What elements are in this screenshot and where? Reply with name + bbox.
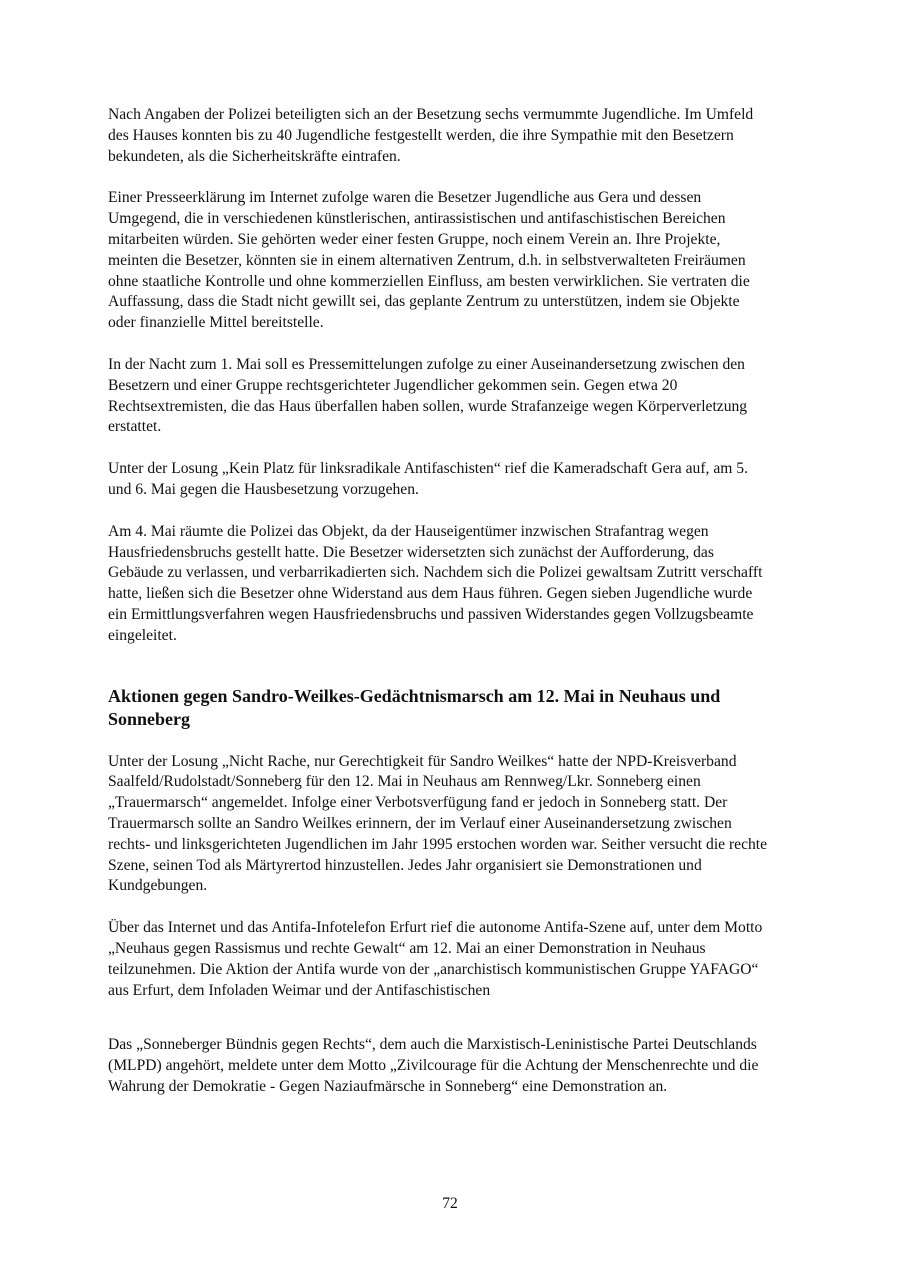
page-number: 72 <box>442 1195 458 1212</box>
paragraph-3: In der Nacht zum 1. Mai soll es Pressemittelungen zufolge zu einer Auseinandersetzung zwischen den Besetzern und einer Gruppe rechtsgerichteter Jugendlicher gekommen sein. Gegen etwa 20 Rechtsextremisten, die das Haus überfallen haben sollen, wurde Strafanzeige wegen Körperverletzung erstattet. <box>108 355 748 436</box>
section-heading: Aktionen gegen Sandro-Weilkes-Gedächtnismarsch am 12. Mai in Neuhaus und Sonneberg <box>108 685 721 729</box>
paragraph-4: Unter der Losung „Kein Platz für linksradikale Antifaschisten“ rief die Kameradschaft Gera auf, am 5. und 6. Mai gegen die Hausbesetzung vorzugehen. <box>108 460 748 498</box>
paragraph-2: Einer Presseerklärung im Internet zufolge waren die Besetzer Jugendliche aus Gera und dessen Umgegend, die in verschiedenen künstlerischen, antirassistischen und antifaschistischen Bereichen mitarbeiten würden. Sie gehörten weder einer festen Gruppe, noch einem Verein an. Ihre Projekte, meinten die Besetzer, könnten sie in einem alternativen Zentrum, d.h. in selbstverwalteten Freiräumen ohne staatliche Kontrolle und ohne kommerziellen Einfluss, am besten verwirklichen. Sie vertraten die Auffassung, dass die Stadt nicht gewillt sei, das geplante Zentrum zu unterstützen, indem sie Objekte oder finanzielle Mittel bereitstelle. <box>108 189 750 332</box>
section-paragraph-1: Unter der Losung „Nicht Rache, nur Gerechtigkeit für Sandro Weilkes“ hatte der NPD-Kreisverband Saalfeld/Rudolstadt/Sonneberg für den 12. Mai in Neuhaus am Rennweg/Lkr. Sonneberg einen „Trauermarsch“ angemeldet. Infolge einer Verbotsverfügung fand er jedoch in Sonneberg statt. Der Trauermarsch sollte an Sandro Weilkes erinnern, der im Verlauf einer Auseinandersetzung zwischen rechts- und linksgerichteten Jugendlichen im Jahr 1995 erstochen worden war. Seither versucht die rechte Szene, seinen Tod als Märtyrertod hinzustellen. Jedes Jahr organisiert sie Demonstrationen und Kundgebungen. <box>108 752 768 895</box>
paragraph-1: Nach Angaben der Polizei beteiligten sich an der Besetzung sechs vermummte Jugendliche. Im Umfeld des Hauses konnten bis zu 40 Jugendliche festgestellt werden, die ihre Sympathie mit den Besetzern bekundeten, als die Sicherheitskräfte eintrafen. <box>108 106 754 165</box>
section-paragraph-3: Das „Sonneberger Bündnis gegen Rechts“, dem auch die Marxistisch-Leninistische Partei Deutschlands (MLPD) angehört, meldete unter dem Motto „Zivilcourage für die Achtung der Menschenrechte und die Wahrung der Demokratie - Gegen Naziaufmärsche in Sonneberg“ eine Demonstration an. <box>108 1036 759 1095</box>
section-paragraph-2: Über das Internet und das Antifa-Infotelefon Erfurt rief die autonome Antifa-Szene auf, unter dem Motto „Neuhaus gegen Rassismus und rechte Gewalt“ am 12. Mai an einer Demonstration in Neuhaus teilzunehmen. Die Aktion der Antifa wurde von der „anarchistisch kommunistischen Gruppe YAFAGO“ aus Erfurt, dem Infoladen Weimar und der Antifaschistischen <box>108 919 763 999</box>
paragraph-5: Am 4. Mai räumte die Polizei das Objekt, da der Hauseigentümer inzwischen Strafantrag wegen Hausfriedensbruchs gestellt hatte. Die Besetzer widersetzten sich zunächst der Aufforderung, das Gebäude zu verlassen, und verbarrikadierten sich. Nachdem sich die Polizei gewaltsam Zutritt verschafft hatte, ließen sich die Besetzer ohne Widerstand aus dem Haus führen. Gegen sieben Jugendliche wurde ein Ermittlungsverfahren wegen Hausfriedensbruchs und passiven Widerstandes gegen Vollzugsbeamte eingeleitet. <box>108 522 763 644</box>
page-body <box>108 105 768 1098</box>
